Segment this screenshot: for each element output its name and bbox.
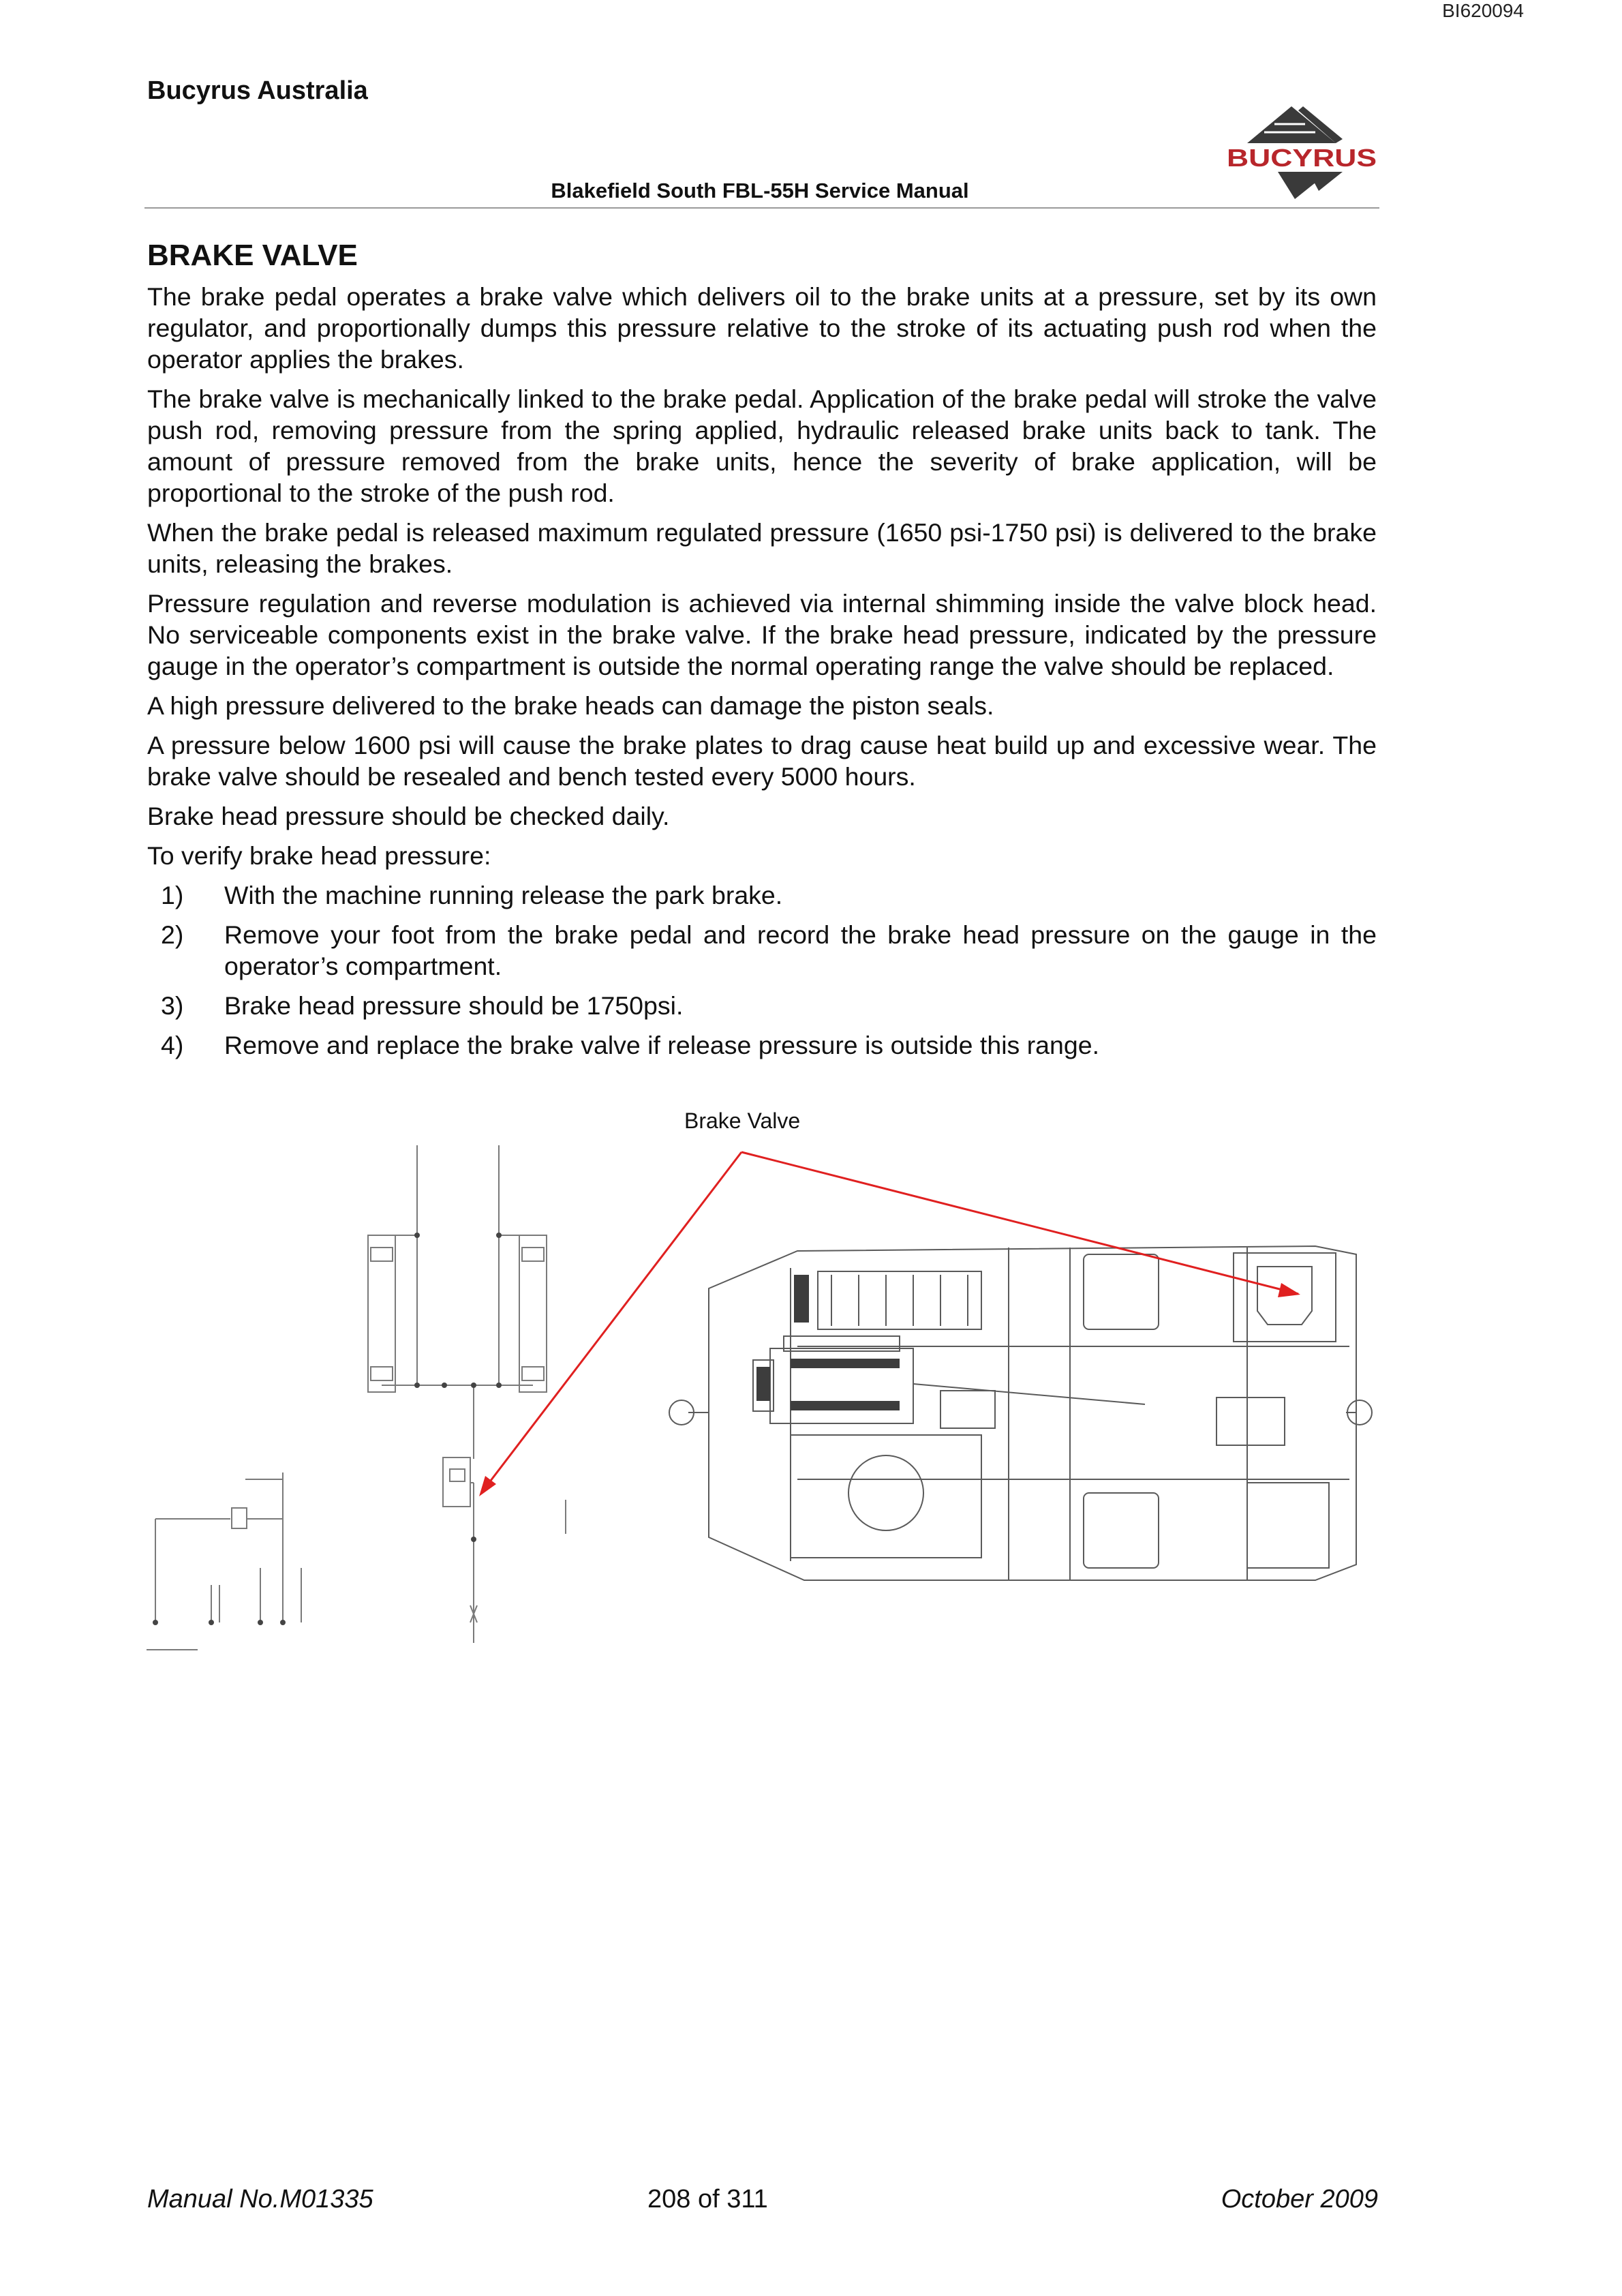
bucyrus-logo xyxy=(1227,104,1380,202)
machine-top-view xyxy=(669,1246,1372,1580)
step-text: Brake head pressure should be 1750psi. xyxy=(224,991,684,1020)
manual-title: Blakefield South FBL-55H Service Manual xyxy=(551,179,969,202)
step-number: 2) xyxy=(161,920,184,949)
paragraph: To verify brake head pressure: xyxy=(147,841,491,870)
paragraph: The brake valve is mechanically linked to the brake pedal. Application of the brake pedal will stroke the valve push rod, removing pressure from the spring applied, hydraulic released brake units back to tank. The amount of pressure removed from the brake units, hence the severity of brake application, will be proportional to the stroke of the push rod. xyxy=(147,384,1377,507)
step-text: Remove and replace the brake valve if release pressure is outside this range. xyxy=(224,1031,1100,1059)
paragraph: A pressure below 1600 psi will cause the brake plates to drag cause heat build up and excessive wear. The brake valve should be resealed and bench tested every 5000 hours. xyxy=(147,731,1377,791)
step-number: 4) xyxy=(161,1031,184,1059)
company-name: Bucyrus Australia xyxy=(147,76,368,105)
step-number: 3) xyxy=(161,991,184,1020)
hydraulic-schematic xyxy=(147,1145,566,1650)
paragraph: A high pressure delivered to the brake heads can damage the piston seals. xyxy=(147,691,994,720)
paragraph: The brake pedal operates a brake valve which delivers oil to the brake units at a pressure, set by its own regulator, and proportionally dumps this pressure relative to the stroke of its actuating push rod when the operator applies the brakes. xyxy=(147,282,1377,374)
section-body xyxy=(147,281,1377,1069)
step-text: Remove your foot from the brake pedal and record the brake head pressure on the gauge in the operator’s compartment. xyxy=(224,920,1377,980)
logo-wordmark: BUCYRUS xyxy=(1227,144,1377,172)
brake-valve-figure xyxy=(136,1104,1383,1663)
step-text: With the machine running release the park brake. xyxy=(224,881,783,909)
document-id: BI620094 xyxy=(1442,0,1524,21)
brake-valve-pointer xyxy=(484,1152,1298,1490)
list-item xyxy=(147,879,1377,911)
steps-list xyxy=(147,879,1377,1061)
figure-label: Brake Valve xyxy=(684,1108,801,1133)
paragraph: Pressure regulation and reverse modulation is achieved via internal shimming inside the valve block head. No serviceable components exist in the brake valve. If the brake head pressure, indicated by the pressure gauge in the operator’s compartment is outside the normal operating range the valve should be replaced. xyxy=(147,589,1377,680)
footer-page-number: 208 of 311 xyxy=(647,2185,768,2214)
schematic-junctions xyxy=(153,1233,502,1625)
list-item xyxy=(147,1029,1377,1061)
footer-date: October 2009 xyxy=(1221,2185,1378,2214)
header-divider xyxy=(144,207,1379,209)
step-number: 1) xyxy=(161,881,184,909)
arrowhead-icon xyxy=(479,1283,1300,1496)
section-title: BRAKE VALVE xyxy=(147,239,358,272)
paragraph: When the brake pedal is released maximum regulated pressure (1650 psi-1750 psi) is delivered to the brake units, releasing the brakes. xyxy=(147,518,1377,578)
list-item xyxy=(147,990,1377,1021)
list-item xyxy=(147,919,1377,982)
paragraph: Brake head pressure should be checked daily. xyxy=(147,802,670,830)
footer-manual-number: Manual No.M01335 xyxy=(147,2185,373,2214)
engine-detail xyxy=(756,1275,900,1410)
